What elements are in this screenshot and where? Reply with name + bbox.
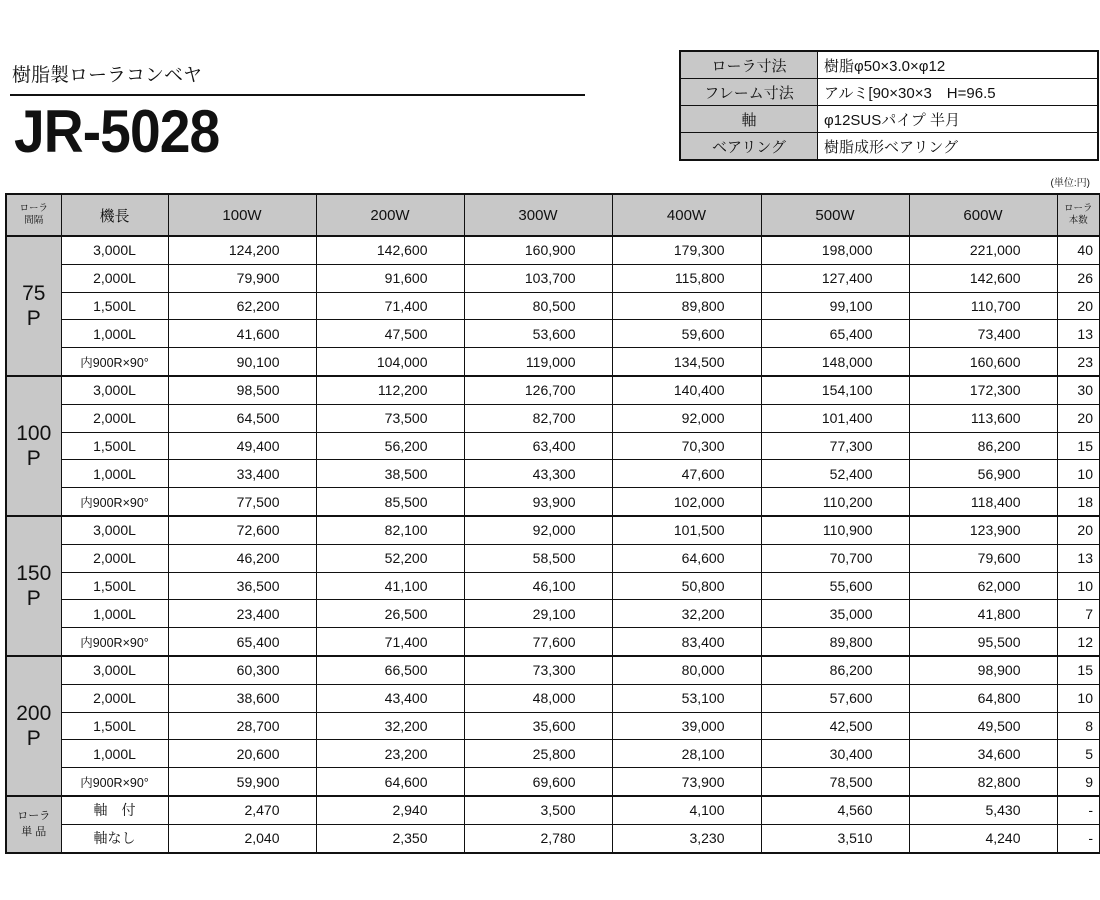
price-cell: 48,000: [464, 684, 612, 712]
price-cell: 3,230: [612, 824, 761, 852]
unit-note: (単位:円): [1050, 178, 1090, 189]
length-cell: 内900R×90°: [61, 488, 168, 516]
price-cell: 2,780: [464, 824, 612, 852]
price-cell: 89,800: [761, 628, 909, 656]
price-cell: 59,600: [612, 320, 761, 348]
price-row: [6, 404, 1100, 432]
price-row: [6, 544, 1100, 572]
price-row: [6, 600, 1100, 628]
price-cell: 20,600: [168, 740, 316, 768]
price-cell: 29,100: [464, 600, 612, 628]
roller-single-label: ローラ 単 品: [6, 796, 61, 853]
price-row: [6, 264, 1100, 292]
price-cell: 42,500: [761, 712, 909, 740]
length-cell: 1,000L: [61, 740, 168, 768]
price-cell: 112,200: [316, 376, 464, 404]
price-cell: 110,200: [761, 488, 909, 516]
roller-count-cell: 10: [1057, 572, 1100, 600]
price-cell: 35,600: [464, 712, 612, 740]
price-cell: 60,300: [168, 656, 316, 684]
price-cell: 140,400: [612, 376, 761, 404]
price-cell: 113,600: [909, 404, 1057, 432]
price-cell: 103,700: [464, 264, 612, 292]
price-cell: 73,900: [612, 768, 761, 796]
roller-count-cell: 30: [1057, 376, 1100, 404]
price-cell: 47,500: [316, 320, 464, 348]
header-width: 500W: [761, 194, 909, 236]
spec-table: [679, 50, 1099, 161]
length-cell: 軸なし: [61, 824, 168, 852]
price-cell: 127,400: [761, 264, 909, 292]
product-subtitle: 樹脂製ローラコンベヤ: [12, 65, 203, 86]
price-cell: 43,300: [464, 460, 612, 488]
spec-label: ベアリング: [680, 133, 818, 161]
price-row: [6, 348, 1100, 376]
price-cell: 2,350: [316, 824, 464, 852]
roller-count-cell: 13: [1057, 544, 1100, 572]
price-cell: 71,400: [316, 628, 464, 656]
price-cell: 85,500: [316, 488, 464, 516]
price-cell: 2,470: [168, 796, 316, 824]
price-cell: 198,000: [761, 236, 909, 264]
spec-label: ローラ寸法: [680, 51, 818, 79]
price-cell: 93,900: [464, 488, 612, 516]
header-roller-count: ローラ 本数: [1057, 194, 1100, 236]
price-cell: 78,500: [761, 768, 909, 796]
roller-count-cell: 26: [1057, 264, 1100, 292]
price-cell: 71,400: [316, 292, 464, 320]
price-cell: 82,800: [909, 768, 1057, 796]
price-cell: 142,600: [909, 264, 1057, 292]
price-cell: 3,510: [761, 824, 909, 852]
header-width: 200W: [316, 194, 464, 236]
pitch-label: 75 P: [6, 236, 61, 376]
price-cell: 30,400: [761, 740, 909, 768]
length-cell: 3,000L: [61, 656, 168, 684]
price-cell: 2,940: [316, 796, 464, 824]
price-cell: 77,300: [761, 432, 909, 460]
price-cell: 110,700: [909, 292, 1057, 320]
spec-value: 樹脂φ50×3.0×φ12: [818, 51, 1099, 79]
roller-count-cell: 20: [1057, 292, 1100, 320]
price-cell: 73,500: [316, 404, 464, 432]
roller-count-cell: 9: [1057, 768, 1100, 796]
price-cell: 56,900: [909, 460, 1057, 488]
spec-row: [680, 133, 1098, 161]
header-length: 機長: [61, 194, 168, 236]
price-cell: 46,200: [168, 544, 316, 572]
price-cell: 3,500: [464, 796, 612, 824]
price-cell: 82,100: [316, 516, 464, 544]
price-cell: 172,300: [909, 376, 1057, 404]
price-cell: 92,000: [464, 516, 612, 544]
price-cell: 101,500: [612, 516, 761, 544]
price-cell: 92,000: [612, 404, 761, 432]
price-cell: 110,900: [761, 516, 909, 544]
price-row: [6, 572, 1100, 600]
roller-count-cell: 40: [1057, 236, 1100, 264]
price-cell: 119,000: [464, 348, 612, 376]
price-cell: 83,400: [612, 628, 761, 656]
spec-value: φ12SUSパイプ 半月: [818, 106, 1099, 133]
price-row: [6, 516, 1100, 544]
length-cell: 1,000L: [61, 600, 168, 628]
price-cell: 34,600: [909, 740, 1057, 768]
price-cell: 102,000: [612, 488, 761, 516]
length-cell: 内900R×90°: [61, 628, 168, 656]
price-cell: 66,500: [316, 656, 464, 684]
price-cell: 49,500: [909, 712, 1057, 740]
model-number: JR-5028: [14, 98, 220, 165]
price-row: [6, 320, 1100, 348]
price-cell: 58,500: [464, 544, 612, 572]
price-row: [6, 712, 1100, 740]
price-cell: 126,700: [464, 376, 612, 404]
price-cell: 124,200: [168, 236, 316, 264]
price-cell: 90,100: [168, 348, 316, 376]
price-cell: 70,700: [761, 544, 909, 572]
price-row: [6, 236, 1100, 264]
header-width: 100W: [168, 194, 316, 236]
header-pitch: ローラ 間隔: [6, 194, 61, 236]
price-cell: 47,600: [612, 460, 761, 488]
length-cell: 1,000L: [61, 320, 168, 348]
price-cell: 41,600: [168, 320, 316, 348]
price-cell: 91,600: [316, 264, 464, 292]
price-cell: 98,900: [909, 656, 1057, 684]
price-cell: 49,400: [168, 432, 316, 460]
length-cell: 1,500L: [61, 292, 168, 320]
price-cell: 160,600: [909, 348, 1057, 376]
price-cell: 82,700: [464, 404, 612, 432]
price-cell: 95,500: [909, 628, 1057, 656]
price-cell: 2,040: [168, 824, 316, 852]
price-cell: 101,400: [761, 404, 909, 432]
length-cell: 2,000L: [61, 264, 168, 292]
price-cell: 4,240: [909, 824, 1057, 852]
title-rule: [10, 94, 585, 96]
price-cell: 77,500: [168, 488, 316, 516]
price-cell: 33,400: [168, 460, 316, 488]
price-cell: 26,500: [316, 600, 464, 628]
roller-count-cell: 10: [1057, 460, 1100, 488]
spec-row: [680, 106, 1098, 133]
price-cell: 148,000: [761, 348, 909, 376]
price-cell: 59,900: [168, 768, 316, 796]
price-cell: 160,900: [464, 236, 612, 264]
price-cell: 35,000: [761, 600, 909, 628]
length-cell: 3,000L: [61, 516, 168, 544]
length-cell: 1,500L: [61, 572, 168, 600]
price-cell: 118,400: [909, 488, 1057, 516]
price-cell: 221,000: [909, 236, 1057, 264]
roller-count-cell: 20: [1057, 404, 1100, 432]
header-width: 600W: [909, 194, 1057, 236]
price-table: [5, 193, 1100, 854]
length-cell: 2,000L: [61, 404, 168, 432]
pitch-label: 150 P: [6, 516, 61, 656]
price-cell: 77,600: [464, 628, 612, 656]
price-cell: 38,500: [316, 460, 464, 488]
price-cell: 28,700: [168, 712, 316, 740]
price-cell: 142,600: [316, 236, 464, 264]
price-cell: 57,600: [761, 684, 909, 712]
price-cell: 55,600: [761, 572, 909, 600]
roller-count-cell: 5: [1057, 740, 1100, 768]
price-cell: 79,900: [168, 264, 316, 292]
length-cell: 内900R×90°: [61, 768, 168, 796]
price-cell: 99,100: [761, 292, 909, 320]
price-cell: 5,430: [909, 796, 1057, 824]
price-cell: 123,900: [909, 516, 1057, 544]
price-cell: 38,600: [168, 684, 316, 712]
price-cell: 73,400: [909, 320, 1057, 348]
price-cell: 52,200: [316, 544, 464, 572]
price-cell: 115,800: [612, 264, 761, 292]
price-cell: 73,300: [464, 656, 612, 684]
price-cell: 4,560: [761, 796, 909, 824]
roller-count-cell: -: [1057, 796, 1100, 824]
price-cell: 41,100: [316, 572, 464, 600]
length-cell: 2,000L: [61, 684, 168, 712]
price-cell: 65,400: [761, 320, 909, 348]
length-cell: 3,000L: [61, 236, 168, 264]
roller-count-cell: 15: [1057, 656, 1100, 684]
price-row: [6, 488, 1100, 516]
price-row: [6, 656, 1100, 684]
price-cell: 25,800: [464, 740, 612, 768]
roller-count-cell: 23: [1057, 348, 1100, 376]
spec-label: 軸: [680, 106, 818, 133]
price-row: [6, 460, 1100, 488]
price-cell: 79,600: [909, 544, 1057, 572]
price-cell: 86,200: [909, 432, 1057, 460]
roller-count-cell: 10: [1057, 684, 1100, 712]
price-cell: 69,600: [464, 768, 612, 796]
price-cell: 179,300: [612, 236, 761, 264]
spec-value: 樹脂成形ベアリング: [818, 133, 1099, 161]
length-cell: 2,000L: [61, 544, 168, 572]
roller-count-cell: 13: [1057, 320, 1100, 348]
price-cell: 32,200: [316, 712, 464, 740]
spec-value: アルミ[90×30×3 H=96.5: [818, 79, 1099, 106]
price-cell: 98,500: [168, 376, 316, 404]
price-cell: 28,100: [612, 740, 761, 768]
spec-row: [680, 51, 1098, 79]
price-cell: 134,500: [612, 348, 761, 376]
length-cell: 3,000L: [61, 376, 168, 404]
length-cell: 軸 付: [61, 796, 168, 824]
header-width: 400W: [612, 194, 761, 236]
length-cell: 1,500L: [61, 432, 168, 460]
price-cell: 89,800: [612, 292, 761, 320]
length-cell: 1,500L: [61, 712, 168, 740]
price-cell: 50,800: [612, 572, 761, 600]
price-cell: 86,200: [761, 656, 909, 684]
price-cell: 104,000: [316, 348, 464, 376]
price-cell: 39,000: [612, 712, 761, 740]
price-cell: 52,400: [761, 460, 909, 488]
price-cell: 62,200: [168, 292, 316, 320]
roller-count-cell: 15: [1057, 432, 1100, 460]
length-cell: 内900R×90°: [61, 348, 168, 376]
price-cell: 23,400: [168, 600, 316, 628]
price-row: [6, 824, 1100, 852]
roller-count-cell: 18: [1057, 488, 1100, 516]
price-cell: 62,000: [909, 572, 1057, 600]
price-cell: 80,500: [464, 292, 612, 320]
price-cell: 23,200: [316, 740, 464, 768]
price-cell: 32,200: [612, 600, 761, 628]
spec-label: フレーム寸法: [680, 79, 818, 106]
price-cell: 41,800: [909, 600, 1057, 628]
length-cell: 1,000L: [61, 460, 168, 488]
price-cell: 53,600: [464, 320, 612, 348]
price-row: [6, 292, 1100, 320]
price-row: [6, 684, 1100, 712]
price-cell: 64,600: [612, 544, 761, 572]
price-row: [6, 796, 1100, 824]
price-cell: 56,200: [316, 432, 464, 460]
price-cell: 53,100: [612, 684, 761, 712]
roller-count-cell: 7: [1057, 600, 1100, 628]
roller-count-cell: 8: [1057, 712, 1100, 740]
price-cell: 36,500: [168, 572, 316, 600]
roller-count-cell: 12: [1057, 628, 1100, 656]
price-cell: 72,600: [168, 516, 316, 544]
price-cell: 63,400: [464, 432, 612, 460]
price-cell: 46,100: [464, 572, 612, 600]
price-row: [6, 432, 1100, 460]
price-row: [6, 376, 1100, 404]
price-cell: 80,000: [612, 656, 761, 684]
price-cell: 64,800: [909, 684, 1057, 712]
price-cell: 64,500: [168, 404, 316, 432]
roller-count-cell: -: [1057, 824, 1100, 852]
price-cell: 70,300: [612, 432, 761, 460]
spec-row: [680, 79, 1098, 106]
pitch-label: 200 P: [6, 656, 61, 796]
roller-count-cell: 20: [1057, 516, 1100, 544]
price-cell: 4,100: [612, 796, 761, 824]
price-row: [6, 740, 1100, 768]
price-cell: 154,100: [761, 376, 909, 404]
price-cell: 64,600: [316, 768, 464, 796]
pitch-label: 100 P: [6, 376, 61, 516]
price-row: [6, 768, 1100, 796]
header-width: 300W: [464, 194, 612, 236]
price-cell: 65,400: [168, 628, 316, 656]
price-cell: 43,400: [316, 684, 464, 712]
price-row: [6, 628, 1100, 656]
